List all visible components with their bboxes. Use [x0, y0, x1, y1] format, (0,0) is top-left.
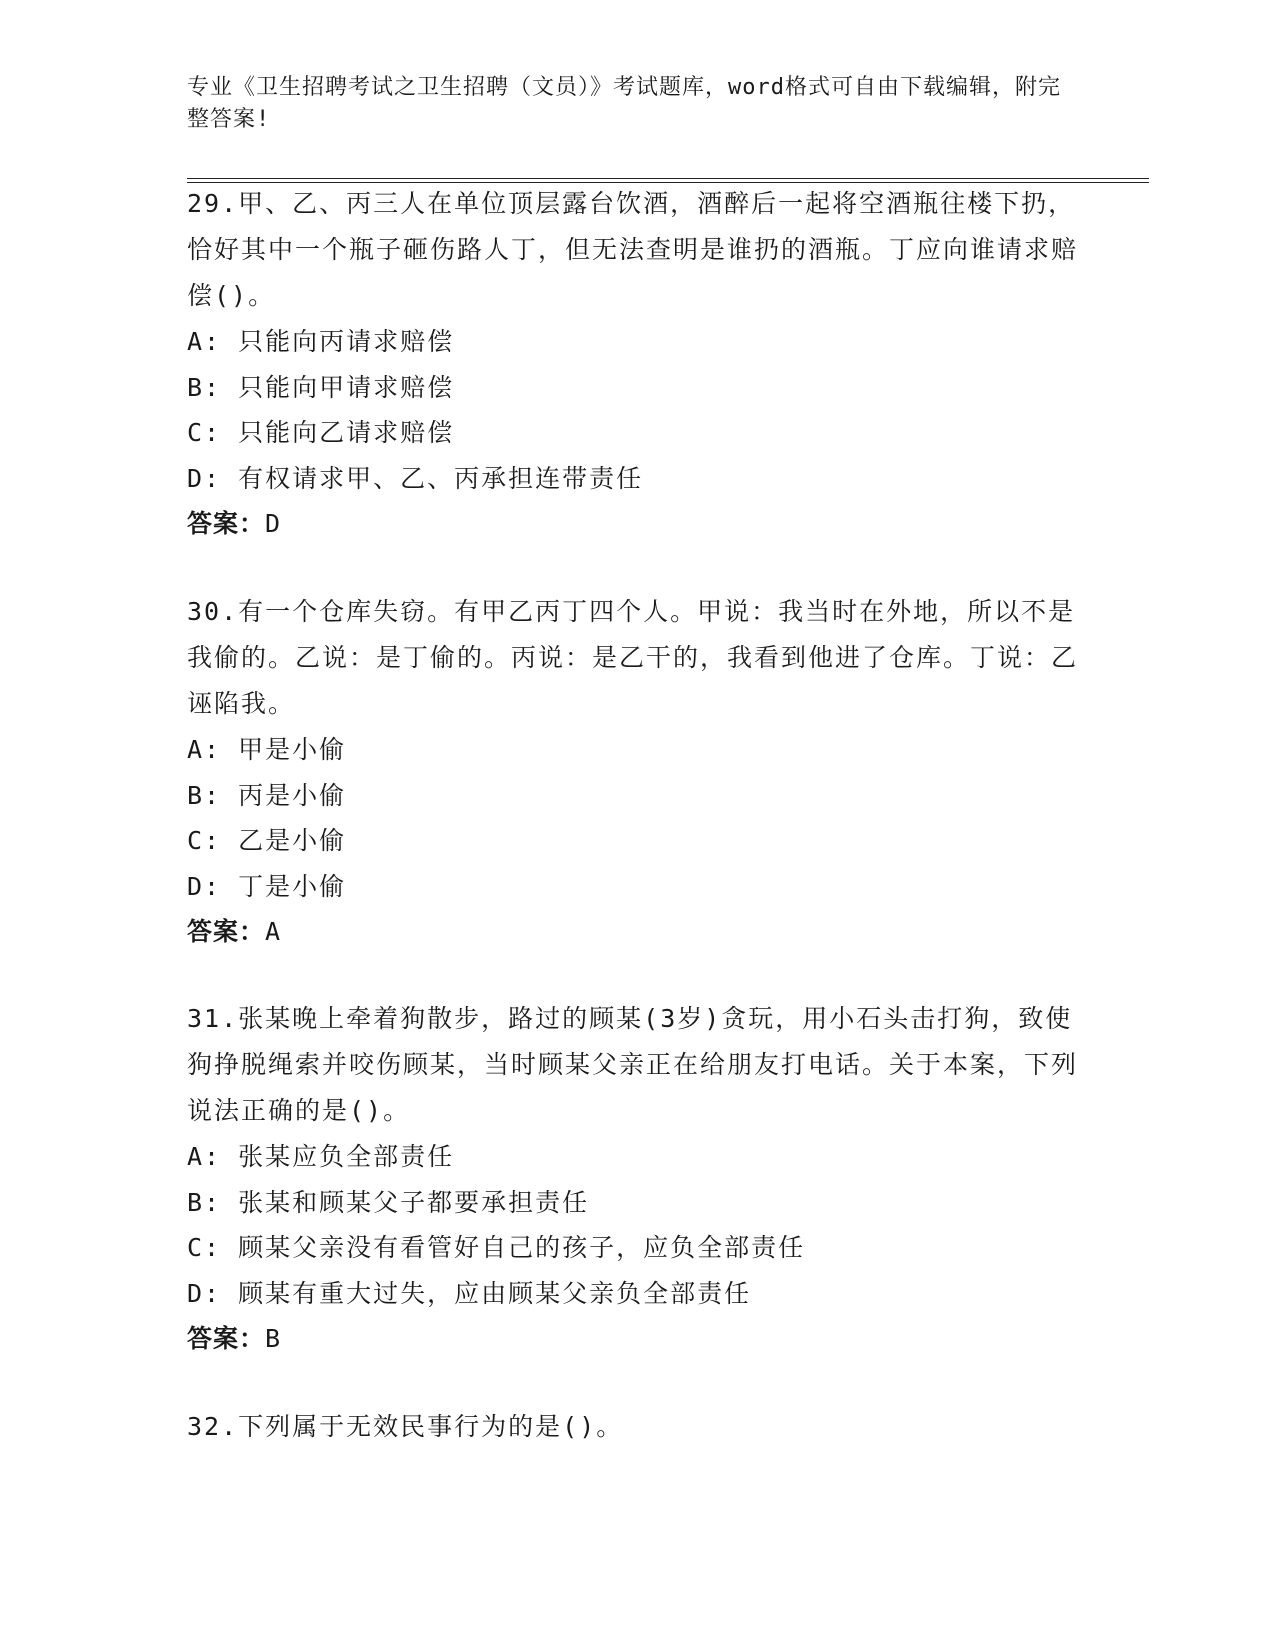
- answer-label: 答案：: [187, 1324, 266, 1353]
- option-b: B: 丙是小偷: [187, 780, 347, 810]
- question-stem: 29.甲、乙、丙三人在单位顶层露台饮酒，酒醉后一起将空酒瓶往楼下扔，恰好其中一个瓶子砸伤路人丁，但无法查明是谁扔的酒瓶。丁应向谁请求赔偿()。: [187, 189, 1079, 310]
- question-29: [187, 181, 1087, 547]
- question-30: [187, 589, 1087, 955]
- answer-value: A: [265, 917, 282, 946]
- document-header: 专业《卫生招聘考试之卫生招聘（文员）》考试题库，word格式可自由下载编辑，附完整答案!: [187, 75, 1061, 132]
- answer-line: [187, 909, 1087, 955]
- answer-value: D: [265, 509, 282, 538]
- question-31: [187, 996, 1087, 1362]
- option-a: A: 只能向丙请求赔偿: [187, 327, 455, 356]
- option-d: D: 顾某有重大过失，应由顾某父亲负全部责任: [187, 1278, 752, 1308]
- answer-line: [187, 501, 1087, 547]
- option-a: A: 张某应负全部责任: [187, 1142, 455, 1171]
- answer-label: 答案：: [187, 917, 266, 946]
- option-c: C: 只能向乙请求赔偿: [187, 418, 455, 447]
- answer-label: 答案：: [187, 509, 266, 538]
- question-stem: 31.张某晚上牵着狗散步，路过的顾某(3岁)贪玩，用小石头击打狗，致使狗挣脱绳索并咬伤顾某，当时顾某父亲正在给朋友打电话。关于本案，下列说法正确的是()。: [187, 1004, 1079, 1125]
- option-c: C: 顾某父亲没有看管好自己的孩子，应负全部责任: [187, 1233, 806, 1262]
- question-stem: 32.下列属于无效民事行为的是()。: [187, 1412, 624, 1441]
- question-stem: 30.有一个仓库失窃。有甲乙丙丁四个人。甲说：我当时在外地，所以不是我偷的。乙说：是丁偷的。丙说：是乙干的，我看到他进了仓库。丁说：乙诬陷我。: [187, 597, 1079, 718]
- answer-line: [187, 1316, 1087, 1362]
- option-c: C: 乙是小偷: [187, 826, 347, 855]
- option-b: B: 张某和顾某父子都要承担责任: [187, 1187, 590, 1217]
- option-a: A: 甲是小偷: [187, 735, 347, 764]
- answer-value: B: [265, 1324, 282, 1353]
- option-d: D: 有权请求甲、乙、丙承担连带责任: [187, 463, 644, 493]
- option-b: B: 只能向甲请求赔偿: [187, 372, 455, 402]
- question-32: [187, 1404, 1087, 1450]
- option-d: D: 丁是小偷: [187, 871, 347, 901]
